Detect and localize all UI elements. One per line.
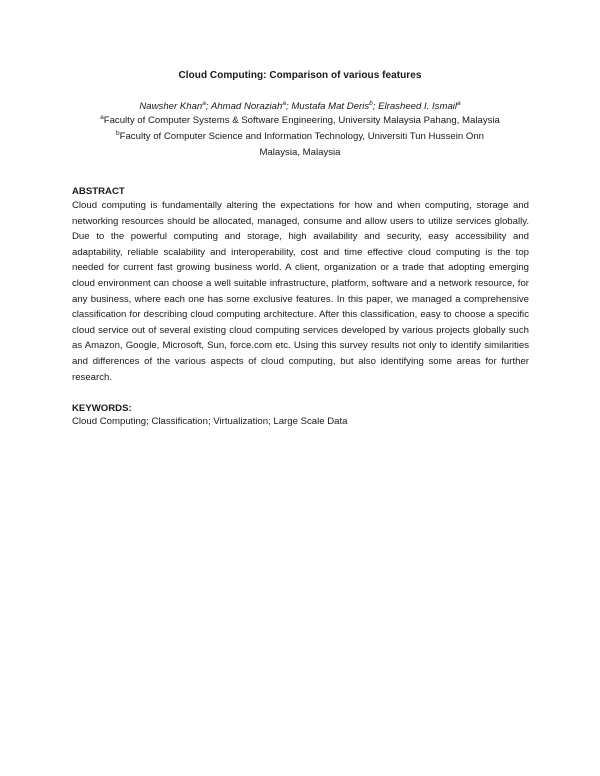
affiliation-text: Faculty of Computer Systems & Software Engineering, University Malaysia Pahang, Malaysia [103, 115, 500, 126]
author-name: Nawsher Khan [139, 101, 203, 112]
affiliation-mark: b [115, 129, 120, 137]
author-list [60, 101, 540, 113]
author-name: Mustafa Mat Deris [291, 101, 370, 112]
author-affiliation-mark: a [282, 99, 286, 107]
author-separator: ; [372, 101, 379, 112]
affiliation-line [60, 113, 540, 129]
affiliation-text: Malaysia, Malaysia [259, 147, 341, 158]
author-separator: ; [285, 101, 292, 112]
author-affiliation-mark: a [202, 99, 206, 107]
affiliation-mark: a [100, 113, 104, 121]
author-affiliation-mark: a [457, 99, 461, 107]
author-name: Ahmad Noraziah [210, 101, 283, 112]
affiliation-line [60, 145, 540, 161]
paper-title: Cloud Computing: Comparison of various features [178, 70, 422, 81]
author-separator: ; [205, 101, 211, 112]
abstract-heading: ABSTRACT [72, 186, 125, 197]
affiliation-line [60, 129, 540, 145]
affiliation-list [60, 113, 540, 161]
author-name: Elrasheed I. Ismail [378, 101, 458, 112]
keywords-heading: KEYWORDS: [72, 403, 132, 414]
author-affiliation-mark: b [369, 99, 373, 107]
affiliation-text: Faculty of Computer Science and Information Technology, Universiti Tun Hussein Onn [119, 131, 484, 142]
keywords-body: Cloud Computing; Classification; Virtualization; Large Scale Data [72, 416, 348, 427]
abstract-body: Cloud computing is fundamentally altering the expectations for how and when computing, storage and networking resources should be allocated, managed, consume and allow users to utilize services globally. Due to the powerful computing and storage, high availability and security, easy accessibility and adaptability, reliable scalability and interoperability, cost and time effective cloud computing is the top needed for current fast growing business world. A client, organization or a trade that adopting emerging cloud environment can choose a well suitable infrastructure, platform, software and a network resource, for any business, where each one has some exclusive features. In this paper, we managed a comprehensive classification for describing cloud computing architecture. After this classification, easy to choose a specific cloud service out of several existing cloud computing services developed by various projects globally such as Amazon, Google, Microsoft, Sun, force.com etc. Using this survey results not only to identify similarities and differences of the various aspects of cloud computing, but also identifying some areas for further research. [72, 200, 529, 383]
